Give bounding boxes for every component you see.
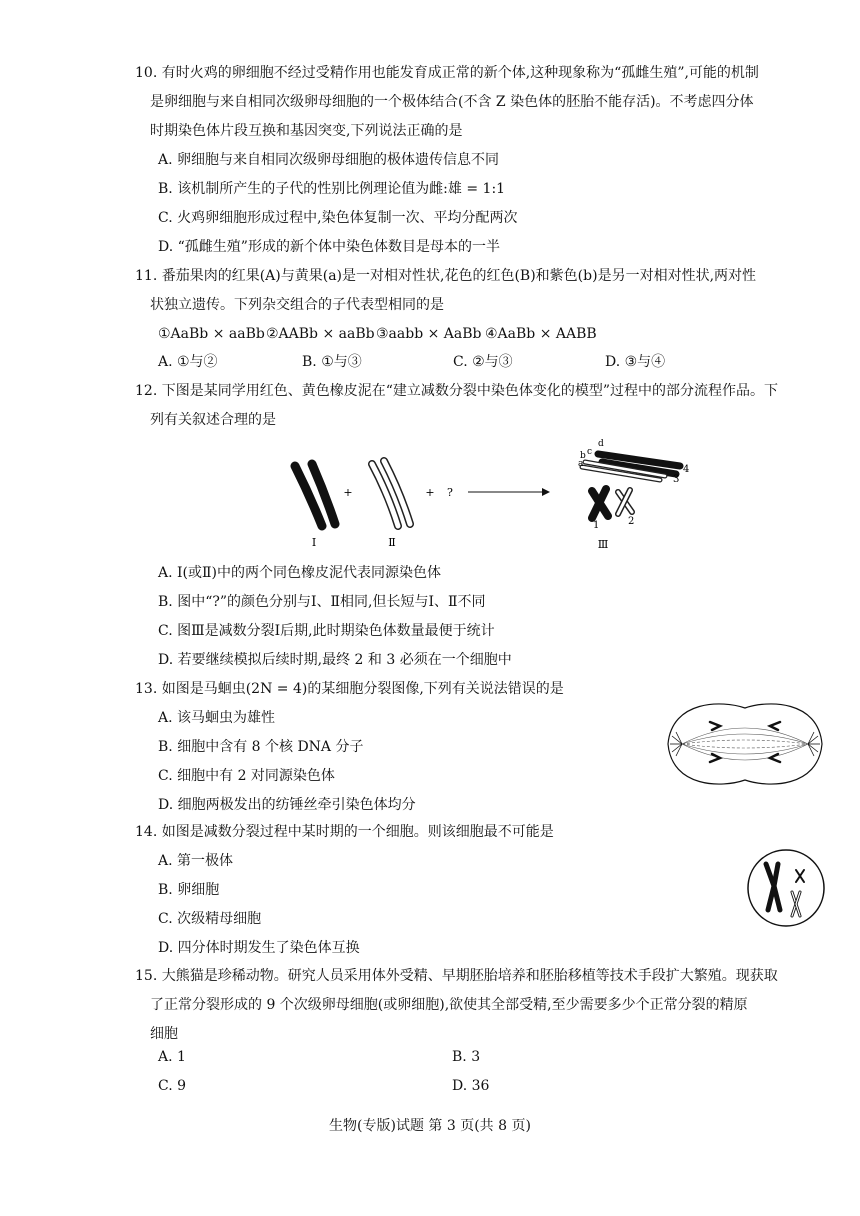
q10-option-c: C. 火鸡卵细胞形成过程中,染色体复制一次、平均分配两次: [158, 210, 518, 226]
model-i-chromosomes: [295, 464, 335, 526]
chromosome-label-b: b: [580, 451, 586, 461]
chromosome-label-3: 3: [673, 474, 680, 485]
q14-option-c: C. 次级精母细胞: [158, 911, 262, 927]
q13-option-d: D. 细胞两极发出的纺锤丝牵引染色体均分: [158, 797, 416, 813]
q11-cross-1: ①AaBb × aaBb: [158, 326, 265, 342]
model-iii-chromosomes: [582, 454, 680, 518]
q15-line-3: 细胞: [150, 1026, 178, 1042]
figure-arrow-head: [542, 488, 550, 496]
chromosome-label-2: 2: [628, 516, 635, 527]
q15-option-d: D. 36: [452, 1078, 490, 1094]
q15-line-1: 15. 大熊猫是珍稀动物。研究人员采用体外受精、早期胚胎培养和胚胎移植等技术手段扩大繁殖。现获取: [135, 968, 778, 984]
q11-line-2: 状独立遗传。下列杂交组合的子代表型相同的是: [150, 297, 444, 313]
q14-line-1: 14. 如图是减数分裂过程中某时期的一个细胞。则该细胞最不可能是: [135, 824, 554, 840]
q15-option-a: A. 1: [158, 1049, 186, 1065]
q11-option-d: D. ③与④: [605, 354, 666, 370]
q12-line-1: 12. 下图是某同学用红色、黄色橡皮泥在“建立减数分裂中染色体变化的模型”过程中的部分流程作品。下: [135, 383, 779, 399]
figure-question-mark: ?: [447, 486, 453, 499]
model-ii-chromosomes: [372, 461, 410, 526]
chromosome-model-figure: [280, 436, 710, 556]
q12-option-b: B. 图中“?”的颜色分别与Ⅰ、Ⅱ相同,但长短与Ⅰ、Ⅱ不同: [158, 594, 486, 610]
q13-option-c: C. 细胞中有 2 对同源染色体: [158, 768, 335, 784]
q13-option-b: B. 细胞中含有 8 个核 DNA 分子: [158, 739, 364, 755]
cell-membrane: [668, 704, 822, 784]
q11-cross-2: ②AABb × aaBb: [266, 326, 375, 342]
q11-cross-3: ③aabb × AaBb: [376, 326, 482, 342]
q15-option-c: C. 9: [158, 1078, 187, 1094]
q11-line-1: 11. 番茄果肉的红果(A)与黄果(a)是一对相对性状,花色的红色(B)和紫色(b)是另一对相对性状,两对性: [135, 268, 757, 284]
roundworm-cell-figure: [662, 698, 828, 790]
q14-option-d: D. 四分体时期发生了染色体互换: [158, 940, 360, 956]
meiosis-cell-figure: [744, 846, 828, 930]
q13-option-a: A. 该马蛔虫为雄性: [158, 710, 276, 726]
figure-label-i: Ⅰ: [311, 536, 317, 549]
q10-option-b: B. 该机制所产生的子代的性别比例理论值为雌:雄 = 1:1: [158, 181, 506, 197]
figure-plus-1: +: [343, 486, 353, 499]
q12-option-c: C. 图Ⅲ是减数分裂Ⅰ后期,此时期染色体数量最便于统计: [158, 623, 495, 639]
chromosome-label-c: c: [587, 447, 593, 457]
chromosome-label-1: 1: [593, 520, 600, 531]
q15-line-2: 了正常分裂形成的 9 个次级卵母细胞(或卵细胞),欲使其全部受精,至少需要多少个正常分裂的精原: [150, 997, 748, 1013]
q11-option-b: B. ①与③: [302, 354, 362, 370]
q13-line-1: 13. 如图是马蛔虫(2N = 4)的某细胞分裂图像,下列有关说法错误的是: [135, 681, 564, 697]
q11-option-a: A. ①与②: [158, 354, 218, 370]
q10-line-1: 10. 有时火鸡的卵细胞不经过受精作用也能发育成正常的新个体,这种现象称为“孤雌生殖”,可能的机制: [135, 65, 759, 81]
chromosome-label-d: d: [598, 439, 604, 449]
q12-option-d: D. 若要继续模拟后续时期,最终 2 和 3 必须在一个细胞中: [158, 652, 512, 668]
q14-option-a: A. 第一极体: [158, 853, 234, 869]
cell-outline: [748, 850, 824, 926]
q10-option-a: A. 卵细胞与来自相同次级卵母细胞的极体遗传信息不同: [158, 152, 500, 168]
q10-option-d: D. “孤雌生殖”形成的新个体中染色体数目是母本的一半: [158, 239, 500, 255]
figure-plus-2: +: [425, 486, 435, 499]
q12-option-a: A. Ⅰ(或Ⅱ)中的两个同色橡皮泥代表同源染色体: [158, 565, 441, 581]
q10-line-2: 是卵细胞与来自相同次级卵母细胞的一个极体结合(不含 Z 染色体的胚胎不能存活)。不考虑四分体: [150, 94, 754, 110]
page-footer: 生物(专版)试题 第 3 页(共 8 页): [329, 1118, 531, 1134]
q10-line-3: 时期染色体片段互换和基因突变,下列说法正确的是: [150, 123, 463, 139]
q11-cross-4: ④AaBb × AABB: [485, 326, 597, 342]
chromosome-label-4: 4: [683, 464, 690, 475]
q12-line-2: 列有关叙述合理的是: [150, 412, 276, 428]
figure-label-iii: Ⅲ: [597, 538, 609, 551]
q15-option-b: B. 3: [452, 1049, 481, 1065]
q11-option-c: C. ②与③: [453, 354, 513, 370]
chromosome-label-a: a: [578, 459, 584, 469]
q14-option-b: B. 卵细胞: [158, 882, 220, 898]
figure-label-ii: Ⅱ: [388, 536, 396, 549]
